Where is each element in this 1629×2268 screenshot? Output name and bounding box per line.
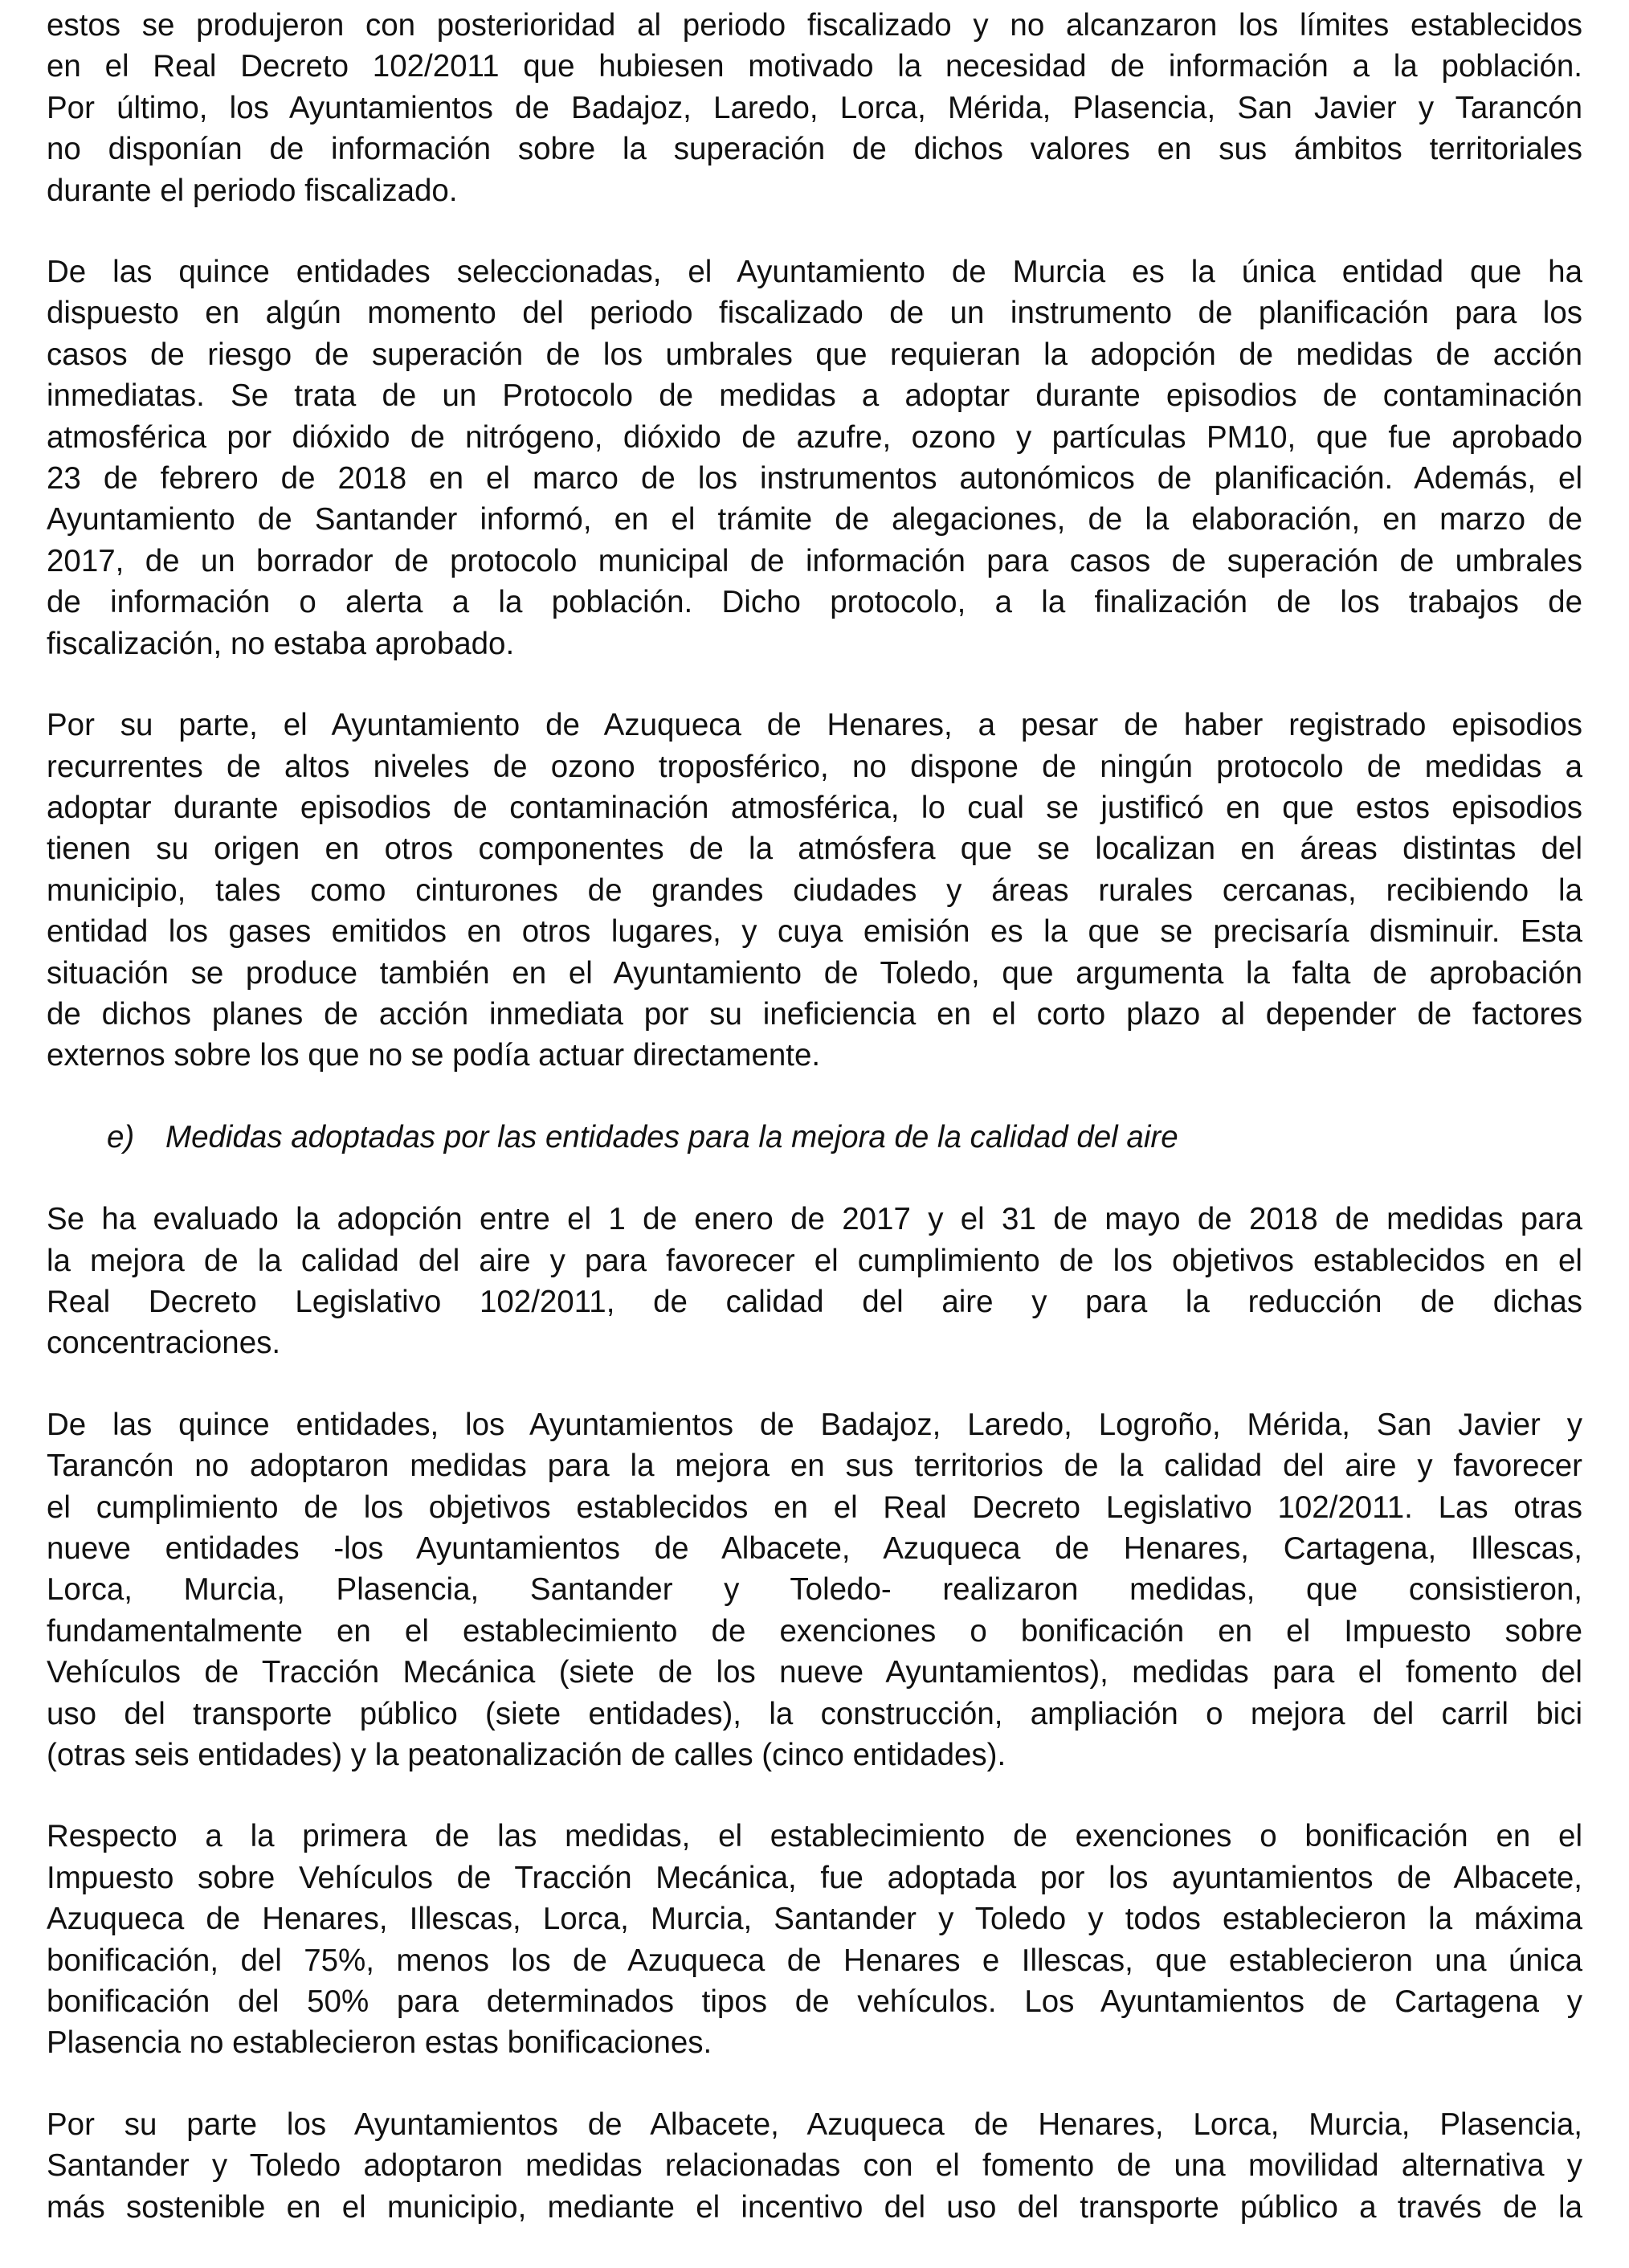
text-line: atmosférica por dióxido de nitrógeno, dióxido de azufre, ozono y partículas PM10, que fue aprobado — [47, 419, 1582, 455]
text-line: Por su parte, el Ayuntamiento de Azuqueca de Henares, a pesar de haber registrado episodios — [47, 708, 1582, 743]
text-line: Ayuntamiento de Santander informó, en el trámite de alegaciones, de la elaboración, en marzo de — [47, 502, 1582, 537]
text-line: dispuesto en algún momento del periodo fiscalizado de un instrumento de planificación para los — [47, 296, 1582, 331]
text-line: De las quince entidades seleccionadas, el Ayuntamiento de Murcia es la única entidad que ha — [47, 255, 1582, 290]
document-page — [47, 5, 1582, 2268]
text-line: (otras seis entidades) y la peatonalización de calles (cinco entidades). — [47, 1738, 1006, 1773]
text-line: uso del transporte público (siete entidades), la construcción, ampliación o mejora del carril bici — [47, 1696, 1582, 1731]
text-line: nueve entidades -los Ayuntamientos de Albacete, Azuqueca de Henares, Cartagena, Illescas, — [47, 1531, 1582, 1566]
text-line: Tarancón no adoptaron medidas para la mejora en sus territorios de la calidad del aire y favorecer — [47, 1449, 1582, 1484]
text-line: entidad los gases emitidos en otros lugares, y cuya emisión es la que se precisaría disminuir. Esta — [47, 914, 1582, 950]
text-line: Azuqueca de Henares, Illescas, Lorca, Murcia, Santander y Toledo y todos establecieron la máxima — [47, 1902, 1582, 1937]
text-line: concentraciones. — [47, 1326, 281, 1361]
text-line: no disponían de información sobre la superación de dichos valores en sus ámbitos territoriales — [47, 132, 1582, 167]
text-line: Por último, los Ayuntamientos de Badajoz, Laredo, Lorca, Mérida, Plasencia, San Javier y Tarancón — [47, 90, 1582, 125]
text-line: el cumplimiento de los objetivos establecidos en el Real Decreto Legislativo 102/2011. Las otras — [47, 1490, 1582, 1525]
text-line: la mejora de la calidad del aire y para favorecer el cumplimiento de los objetivos establecidos en el — [47, 1243, 1582, 1278]
text-line: bonificación del 50% para determinados tipos de vehículos. Los Ayuntamientos de Cartagena y — [47, 1984, 1582, 2020]
text-line: Santander y Toledo adoptaron medidas relacionadas con el fomento de una movilidad alternativa y — [47, 2148, 1582, 2184]
text-line: Lorca, Murcia, Plasencia, Santander y Toledo- realizaron medidas, que consistieron, — [47, 1572, 1582, 1608]
text-line: 2017, de un borrador de protocolo municipal de información para casos de superación de umbrales — [47, 543, 1582, 578]
text-line: 23 de febrero de 2018 en el marco de los instrumentos autonómicos de planificación. Además, el — [47, 461, 1582, 497]
text-line: de dichos planes de acción inmediata por su ineficiencia en el corto plazo al depender de factores — [47, 996, 1582, 1032]
paragraph-movilidad — [47, 2104, 1582, 2228]
text-line: durante el periodo fiscalizado. — [47, 173, 458, 208]
text-line: Se ha evaluado la adopción entre el 1 de enero de 2017 y el 31 de mayo de 2018 de medidas para — [47, 1202, 1582, 1237]
text-line: adoptar durante episodios de contaminación atmosférica, lo cual se justificó en que estos episodios — [47, 790, 1582, 825]
text-line: en el Real Decreto 102/2011 que hubiesen motivado la necesidad de información a la población. — [47, 49, 1582, 84]
text-line: tienen su origen en otros componentes de la atmósfera que se localizan en áreas distintas del — [47, 832, 1582, 867]
text-line: Vehículos de Tracción Mecánica (siete de los nueve Ayuntamientos), medidas para el fomento del — [47, 1655, 1582, 1690]
text-line: municipio, tales como cinturones de grandes ciudades y áreas rurales cercanas, recibiendo la — [47, 872, 1582, 908]
paragraph-bonificaciones — [47, 1816, 1582, 2063]
section-heading-marker: e) — [107, 1119, 135, 1154]
text-line: estos se produjeron con posterioridad al periodo fiscalizado y no alcanzaron los límites establecidos — [47, 8, 1582, 43]
text-line: de información o alerta a la población. Dicho protocolo, a la finalización de los trabajos de — [47, 585, 1582, 620]
paragraph-entidades-medidas — [47, 1404, 1582, 1776]
text-line: Respecto a la primera de las medidas, el establecimiento de exenciones o bonificación en el — [47, 1819, 1582, 1854]
text-line: Por su parte los Ayuntamientos de Albacete, Azuqueca de Henares, Lorca, Murcia, Plasencia, — [47, 2107, 1582, 2142]
text-line: recurrentes de altos niveles de ozono troposférico, no dispone de ningún protocolo de medidas a — [47, 749, 1582, 784]
text-line: fiscalización, no estaba aprobado. — [47, 626, 515, 661]
text-line: inmediatas. Se trata de un Protocolo de medidas a adoptar durante episodios de contaminación — [47, 378, 1582, 414]
text-line: situación se produce también en el Ayuntamiento de Toledo, que argumenta la falta de aprobación — [47, 955, 1582, 991]
section-heading-title: Medidas adoptadas por las entidades para la mejora de la calidad del aire — [165, 1119, 1178, 1154]
text-line: Plasencia no establecieron estas bonificaciones. — [47, 2025, 712, 2061]
text-line: externos sobre los que no se podía actuar directamente. — [47, 1038, 821, 1073]
text-line: bonificación, del 75%, menos los de Azuqueca de Henares e Illescas, que establecieron una única — [47, 1943, 1582, 1978]
paragraph-informacion-poblacion — [47, 5, 1582, 211]
text-line: De las quince entidades, los Ayuntamientos de Badajoz, Laredo, Logroño, Mérida, San Javier y — [47, 1407, 1582, 1442]
paragraph-azuqueca-toledo — [47, 705, 1582, 1077]
text-line: Real Decreto Legislativo 102/2011, de calidad del aire y para la reducción de dichas — [47, 1284, 1582, 1319]
text-line: Impuesto sobre Vehículos de Tracción Mecánica, fue adoptada por los ayuntamientos de Albacete, — [47, 1860, 1582, 1895]
paragraph-evaluacion-medidas — [47, 1199, 1582, 1364]
paragraph-protocolo-murcia — [47, 251, 1582, 664]
text-line: fundamentalmente en el establecimiento de exenciones o bonificación en el Impuesto sobre — [47, 1613, 1582, 1649]
section-heading — [47, 1117, 1582, 1158]
text-line: más sostenible en el municipio, mediante el incentivo del uso del transporte público a través de la — [47, 2189, 1582, 2225]
text-line: casos de riesgo de superación de los umbrales que requieran la adopción de medidas de acción — [47, 337, 1582, 372]
